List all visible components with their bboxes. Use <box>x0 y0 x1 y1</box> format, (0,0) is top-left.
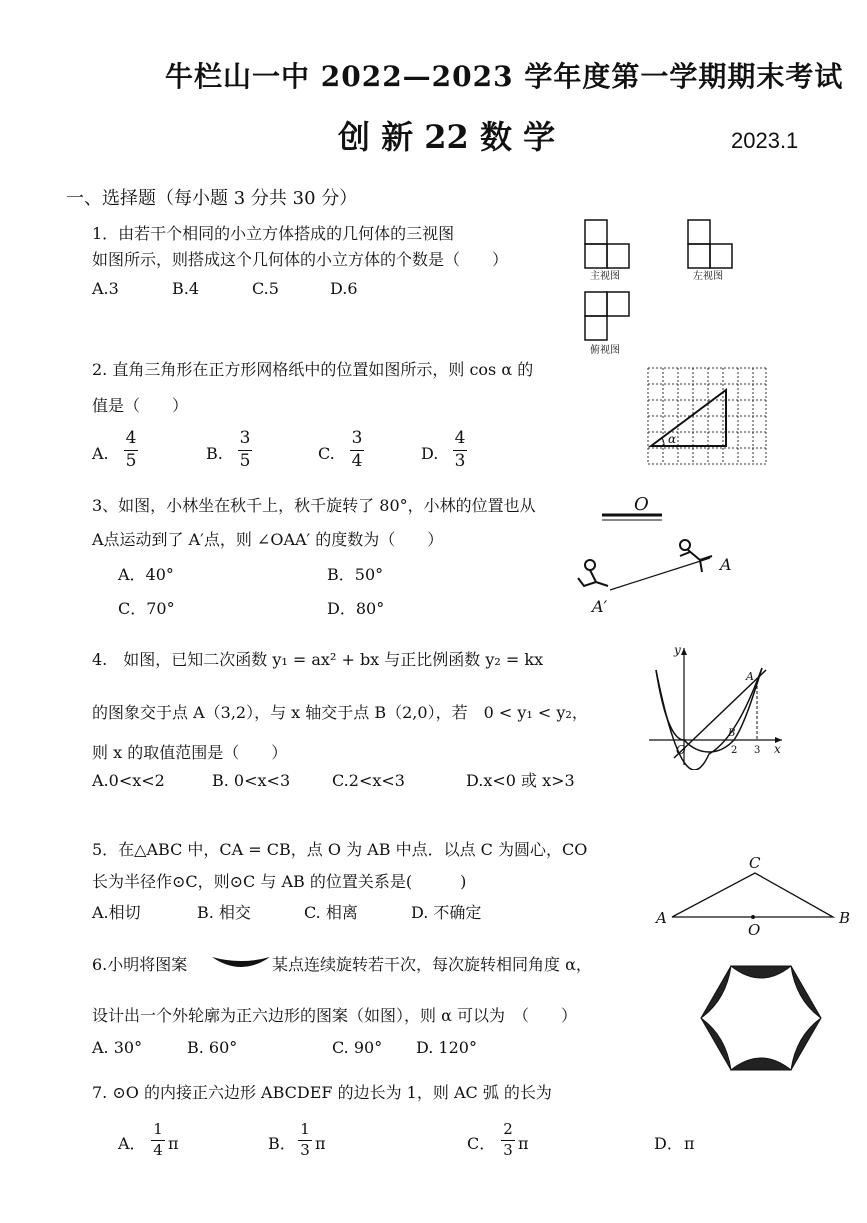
q2-line2: 值是（ ） <box>92 396 189 415</box>
q1-option-c: C.5 <box>252 279 279 298</box>
q4-axis-y: y <box>674 643 681 657</box>
q3-label-a-prime: A′ <box>592 597 608 616</box>
exam-date: 2023.1 <box>731 128 799 153</box>
q4-option-a: A.0<x<2 <box>92 771 165 790</box>
q4-line2: 的图象交于点 A（3,2），与 x 轴交于点 B（2,0），若 0 < y₁ < y₂， <box>92 703 588 722</box>
q4-function-graph <box>644 640 790 770</box>
q3-option-a: A．40° <box>118 565 174 584</box>
q1-line1: 1．由若干个相同的小立方体搭成的几何体的三视图 <box>92 224 455 243</box>
q2-option-a-den: 5 <box>125 450 137 471</box>
q4-tick-3: 3 <box>754 745 761 756</box>
q5-triangle-figure <box>650 850 855 940</box>
q7-option-b-num: 1 <box>300 1120 310 1138</box>
q2-option-c-den: 4 <box>351 450 363 471</box>
exam-title: 牛栏山一中 2022—2023 学年度第一学期期末考试 <box>165 60 844 93</box>
q5-option-a: A.相切 <box>92 903 141 922</box>
q7-option-c-fraction <box>501 1122 515 1159</box>
q2-option-b-den: 5 <box>239 450 251 471</box>
q2-label-c: C. <box>318 444 335 463</box>
q2-grid-figure <box>646 366 770 468</box>
q7-option-a-den: 4 <box>153 1140 163 1159</box>
q1-line2: 如图所示，则搭成这个几何体的小立方体的个数是（ ） <box>92 250 509 269</box>
q3-option-c: C．70° <box>118 599 175 618</box>
q5-label-a: A <box>656 909 667 927</box>
q3-option-b: B．50° <box>327 565 384 584</box>
q2-option-a-num: 4 <box>125 428 137 448</box>
q2-option-a-fraction <box>124 430 138 471</box>
q2-label-d: D. <box>421 444 439 463</box>
q7-option-c-pi: π <box>518 1134 529 1153</box>
q5-label-b: B <box>839 909 851 927</box>
q6-hexagon-pattern-figure <box>696 960 826 1080</box>
q7-label-d: D． <box>654 1134 683 1153</box>
q7-option-a-num: 1 <box>153 1120 163 1138</box>
q3-label-a: A <box>720 555 732 574</box>
q5-option-c: C. 相离 <box>304 903 358 922</box>
q3-option-d: D．80° <box>327 599 385 618</box>
q6-option-a: A. 30° <box>92 1038 143 1057</box>
q7-option-a-pi: π <box>168 1134 179 1153</box>
q2-line1: 2. 直角三角形在正方形网格纸中的位置如图所示，则 cos α 的 <box>92 360 534 379</box>
exam-subject: 创 新 22 数 学 <box>338 118 556 156</box>
q2-option-d-fraction <box>453 430 467 471</box>
q2-option-b-fraction <box>238 430 252 471</box>
q3-label-o: O <box>634 494 649 515</box>
q4-line3: 则 x 的取值范围是（ ） <box>92 743 288 762</box>
q5-option-d: D. 不确定 <box>411 903 482 922</box>
q5-line2: 长为半径作⊙C，则⊙C 与 AB 的位置关系是( ) <box>92 872 467 891</box>
q4-option-b: B. 0<x<3 <box>212 771 291 790</box>
q2-label-a: A. <box>92 444 109 463</box>
q2-option-d-num: 4 <box>454 428 466 448</box>
q3-line2: A点运动到了 A′点，则 ∠OAA′ 的度数为（ ） <box>92 530 444 549</box>
q6-line2: 设计出一个外轮廓为正六边形的图案（如图），则 α 可以为 （ ） <box>92 1006 577 1025</box>
q5-option-b: B. 相交 <box>197 903 251 922</box>
q4-option-c: C.2<x<3 <box>332 771 405 790</box>
q6-line1-pre: 6.小明将图案 <box>92 955 188 974</box>
q4-label-a: A <box>746 670 754 683</box>
q2-option-c-num: 3 <box>351 428 363 448</box>
q5-line1: 5．在△ABC 中，CA = CB，点 O 为 AB 中点．以点 C 为圆心，CO <box>92 840 588 859</box>
q4-label-o: O <box>676 743 686 757</box>
q7-option-c-den: 3 <box>503 1140 513 1159</box>
q1-view-left-label: 左视图 <box>693 271 723 282</box>
q7-option-a-fraction <box>151 1122 165 1159</box>
q7-option-b-den: 3 <box>300 1140 310 1159</box>
q6-crescent-pattern-icon <box>210 953 272 973</box>
q7-option-b-fraction <box>298 1122 312 1159</box>
q3-line1: 3、如图，小林坐在秋千上，秋千旋转了 80°，小林的位置也从 <box>92 496 536 515</box>
q4-option-d: D.x<0 或 x>3 <box>466 771 575 790</box>
q5-label-c: C <box>749 854 761 872</box>
q7-label-c: C． <box>467 1134 496 1153</box>
q4-label-b: B <box>728 728 736 739</box>
q7-label-a: A． <box>118 1134 146 1153</box>
q1-option-d: D.6 <box>330 279 358 298</box>
q5-label-o: O <box>748 921 761 939</box>
q1-view-front-label: 主视图 <box>590 271 620 282</box>
q1-view-top-label: 俯视图 <box>590 345 620 356</box>
q6-option-c: C. 90° <box>332 1038 383 1057</box>
q1-three-view-figure <box>580 215 760 360</box>
q2-label-b: B. <box>206 444 223 463</box>
q4-tick-2: 2 <box>731 745 738 756</box>
q6-line1-post: 某点连续旋转若干次，每次旋转相同角度 α， <box>272 955 592 974</box>
q1-option-b: B.4 <box>172 279 200 298</box>
q7-option-c-num: 2 <box>503 1120 513 1138</box>
q2-option-d-den: 3 <box>454 450 466 471</box>
q4-line1: 4. 如图，已知二次函数 y₁ = ax² + bx 与正比例函数 y₂ = kx <box>92 650 544 669</box>
q7-label-b: B． <box>268 1134 296 1153</box>
q6-option-d: D. 120° <box>416 1038 477 1057</box>
q6-option-b: B. 60° <box>187 1038 238 1057</box>
q2-option-c-fraction <box>350 430 364 471</box>
q1-option-a: A.3 <box>92 279 119 298</box>
q4-axis-x: x <box>774 742 781 756</box>
q7-option-b-pi: π <box>315 1134 326 1153</box>
q2-option-b-num: 3 <box>239 428 251 448</box>
section-heading: 一、选择题（每小题 3 分共 30 分） <box>66 188 358 209</box>
q3-swing-figure <box>570 490 750 620</box>
q7-line1: 7. ⊙O 的内接正六边形 ABCDEF 的边长为 1，则 AC 弧 的长为 <box>92 1083 552 1102</box>
q2-alpha-label: α <box>668 432 677 446</box>
q7-option-d-pi: π <box>684 1134 695 1153</box>
